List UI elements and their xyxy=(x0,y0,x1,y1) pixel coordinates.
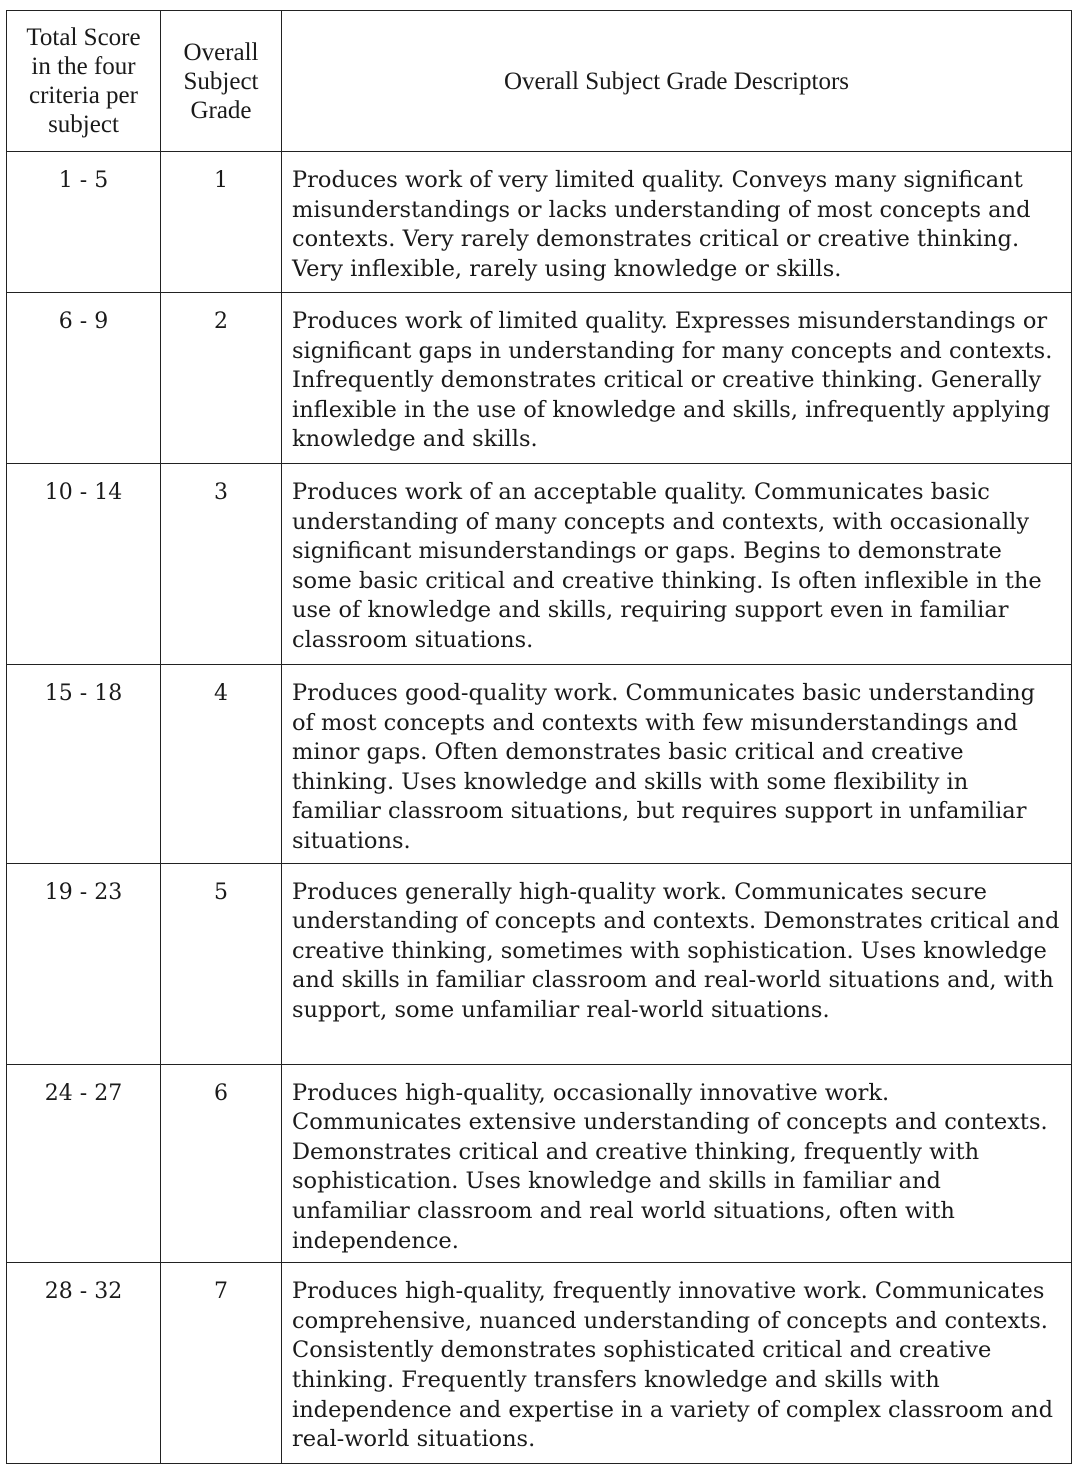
table-header-row xyxy=(7,11,1072,152)
grade-cell: 5 xyxy=(161,863,282,1064)
descriptor-cell: Produces high-quality, frequently innovative work. Communicates comprehensive, nuanced understanding of concepts and contexts. Consistently demonstrates sophisticated critical and creative thinking. Frequently transfers knowledge and skills with independence and expertise in a variety of complex classroom and real-world situations. xyxy=(282,1263,1072,1464)
table-row xyxy=(7,1263,1072,1464)
score-range-cell: 10 - 14 xyxy=(7,464,161,665)
grade-descriptor-table xyxy=(6,10,1072,1464)
table-row xyxy=(7,1064,1072,1263)
table-row xyxy=(7,665,1072,864)
grade-cell: 4 xyxy=(161,665,282,864)
descriptor-cell: Produces work of an acceptable quality. Communicates basic understanding of many concepts and contexts, with occasionally significant misunderstandings or gaps. Begins to demonstrate some basic critical and creative thinking. Is often inflexible in the use of knowledge and skills, requiring support even in familiar classroom situations. xyxy=(282,464,1072,665)
grade-cell: 1 xyxy=(161,152,282,293)
score-range-cell: 6 - 9 xyxy=(7,293,161,464)
grade-cell: 6 xyxy=(161,1064,282,1263)
table-row xyxy=(7,464,1072,665)
header-overall-grade: Overall Subject Grade xyxy=(161,11,282,152)
score-range-cell: 15 - 18 xyxy=(7,665,161,864)
descriptor-cell: Produces work of very limited quality. Conveys many significant misunderstandings or lacks understanding of most concepts and contexts. Very rarely demonstrates critical or creative thinking. Very inflexible, rarely using knowledge or skills. xyxy=(282,152,1072,293)
header-total-score: Total Score in the four criteria per subject xyxy=(7,11,161,152)
table-row xyxy=(7,863,1072,1064)
grade-cell: 7 xyxy=(161,1263,282,1464)
score-range-cell: 24 - 27 xyxy=(7,1064,161,1263)
table-row xyxy=(7,152,1072,293)
grade-cell: 3 xyxy=(161,464,282,665)
score-range-cell: 19 - 23 xyxy=(7,863,161,1064)
score-range-cell: 28 - 32 xyxy=(7,1263,161,1464)
table-row xyxy=(7,293,1072,464)
score-range-cell: 1 - 5 xyxy=(7,152,161,293)
descriptor-cell: Produces high-quality, occasionally innovative work. Communicates extensive understanding of concepts and contexts. Demonstrates critical and creative thinking, frequently with sophistication. Uses knowledge and skills in familiar and unfamiliar classroom and real world situations, often with independence. xyxy=(282,1064,1072,1263)
grade-cell: 2 xyxy=(161,293,282,464)
descriptor-cell: Produces generally high-quality work. Communicates secure understanding of concepts and contexts. Demonstrates critical and creative thinking, sometimes with sophistication. Uses knowledge and skills in familiar classroom and real-world situations and, with support, some unfamiliar real-world situations. xyxy=(282,863,1072,1064)
descriptor-cell: Produces work of limited quality. Expresses misunderstandings or significant gaps in understanding for many concepts and contexts. Infrequently demonstrates critical or creative thinking. Generally inflexible in the use of knowledge and skills, infrequently applying knowledge and skills. xyxy=(282,293,1072,464)
header-grade-descriptors: Overall Subject Grade Descriptors xyxy=(282,11,1072,152)
descriptor-cell: Produces good-quality work. Communicates basic understanding of most concepts and contexts with few misunderstandings and minor gaps. Often demonstrates basic critical and creative thinking. Uses knowledge and skills with some flexibility in familiar classroom situations, but requires support in unfamiliar situations. xyxy=(282,665,1072,864)
